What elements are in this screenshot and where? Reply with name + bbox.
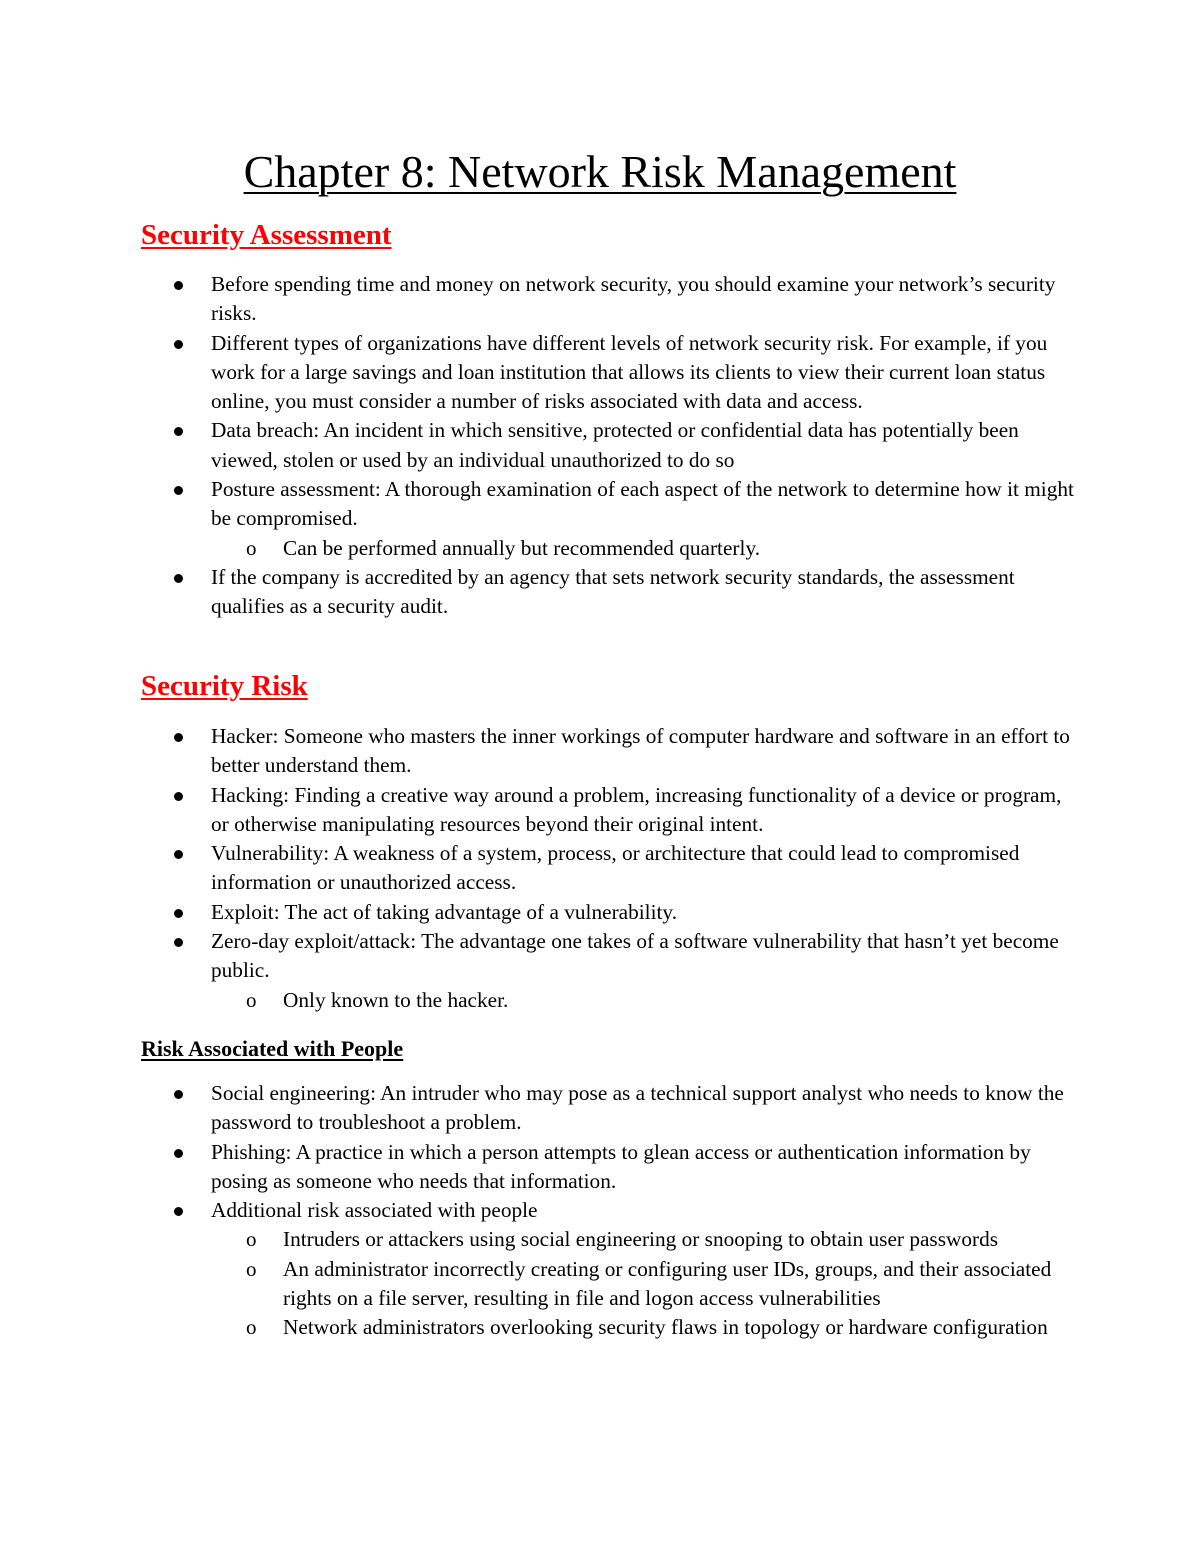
list-item: Phishing: A practice in which a person attempts to glean access or authentication information by posing as someone who needs that information. (0, 1138, 1200, 1197)
list-item: Before spending time and money on network security, you should examine your network’s security risks. (0, 270, 1200, 329)
list-item: Vulnerability: A weakness of a system, process, or architecture that could lead to compromised information or unauthorized access. (0, 839, 1200, 898)
security-assessment-list (0, 270, 1200, 622)
section-heading-risk-people: Risk Associated with People (141, 1036, 404, 1061)
list-item: Zero-day exploit/attack: The advantage one takes of a software vulnerability that hasn’t yet become public. (0, 927, 1200, 986)
bullet-icon (174, 486, 183, 495)
sub-list-item: o An administrator incorrectly creating or configuring user IDs, groups, and their associated rights on a file server, resulting in file and logon access vulnerabilities (246, 1256, 1052, 1311)
bullet-icon (174, 340, 183, 349)
bullet-icon (174, 427, 183, 436)
sub-bullet-marker: o (246, 987, 257, 1012)
bullet-icon (174, 1149, 183, 1158)
list-item: Data breach: An incident in which sensitive, protected or confidential data has potentially been viewed, stolen or used by an individual unauthorized to do so (0, 416, 1200, 475)
security-risk-list (0, 722, 1200, 1015)
sub-list-item: o Network administrators overlooking security flaws in topology or hardware configuration (0, 1313, 1200, 1342)
bullet-icon (174, 938, 183, 947)
sub-list-item: o Intruders or attackers using social engineering or snooping to obtain user passwords (0, 1225, 1200, 1254)
section-heading-security-risk: Security Risk (141, 670, 308, 702)
sub-list-item: o Only known to the hacker. (0, 986, 1200, 1015)
list-item: If the company is accredited by an agency that sets network security standards, the assessment qualifies as a security audit. (0, 563, 1200, 622)
list-item: Exploit: The act of taking advantage of a vulnerability. (0, 898, 1200, 927)
list-item: Hacker: Someone who masters the inner workings of computer hardware and software in an effort to better understand them. (0, 722, 1200, 781)
list-item: Social engineering: An intruder who may pose as a technical support analyst who needs to know the password to troubleshoot a problem. (0, 1079, 1200, 1138)
bullet-icon (174, 792, 183, 801)
risk-people-list (0, 1079, 1200, 1343)
bullet-icon (174, 1090, 183, 1099)
bullet-icon (174, 733, 183, 742)
chapter-title: Chapter 8: Network Risk Management (243, 146, 957, 197)
list-item: Additional risk associated with people (0, 1196, 1200, 1225)
sub-bullet-marker: o (246, 1227, 257, 1252)
list-item: Different types of organizations have different levels of network security risk. For example, if you work for a large savings and loan institution that allows its clients to view their current loan status online, you must consider a number of risks associated with data and access. (0, 329, 1200, 417)
bullet-icon (174, 574, 183, 583)
bullet-icon (174, 1207, 183, 1216)
sub-bullet-marker: o (246, 1315, 257, 1340)
list-item: Hacking: Finding a creative way around a problem, increasing functionality of a device or program, or otherwise manipulating resources beyond their original intent. (0, 781, 1200, 840)
bullet-icon (174, 850, 183, 859)
sub-bullet-marker: o (246, 1256, 257, 1281)
section-heading-security-assessment: Security Assessment (141, 219, 392, 251)
bullet-icon (174, 281, 183, 290)
list-item: Posture assessment: A thorough examination of each aspect of the network to determine how it might be compromised. (0, 475, 1200, 534)
sub-list-item: o Can be performed annually but recommended quarterly. (0, 534, 1200, 563)
bullet-icon (174, 909, 183, 918)
sub-bullet-marker: o (246, 535, 257, 560)
